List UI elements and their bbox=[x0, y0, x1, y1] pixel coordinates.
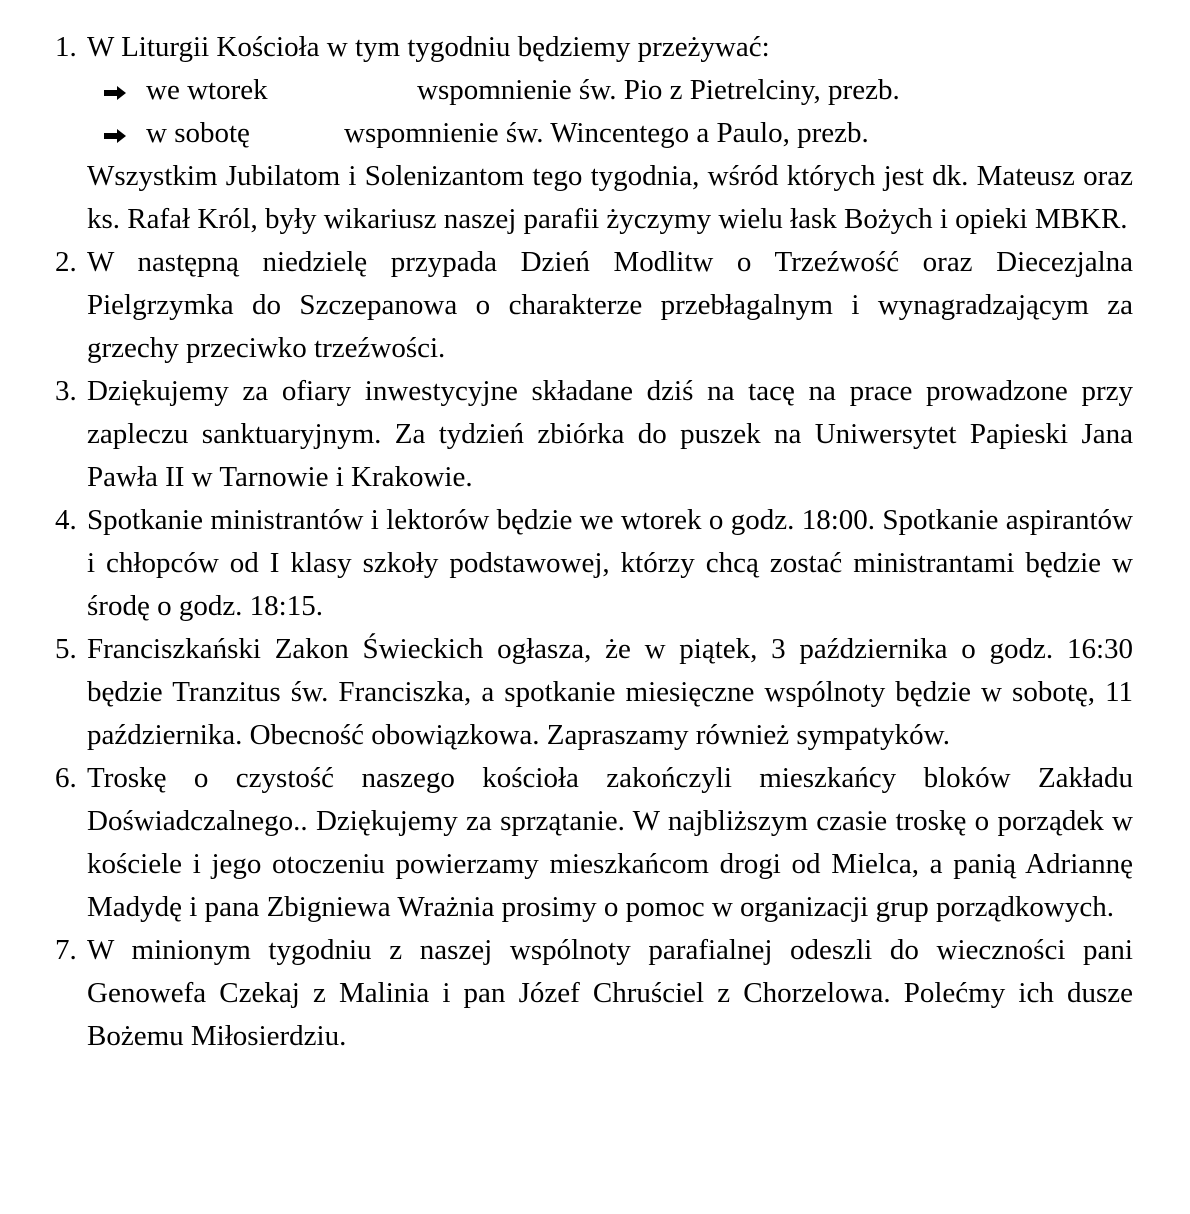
item-number: 7. bbox=[55, 934, 77, 966]
announcement-5 bbox=[55, 628, 1133, 757]
announcement-3-text: Dziękujemy za ofiary inwestycyjne składane dziś na tacę na prace prowadzone przy zapleczu sanktuaryjnym. Za tydzień zbiórka do puszek na Uniwersytet Papieski Jana Pawła II w Tarnowie i Krakowie. bbox=[87, 375, 1133, 493]
announcement-2 bbox=[55, 241, 1133, 370]
item-number: 2. bbox=[55, 246, 77, 278]
liturgy-memorial-text: wspomnienie św. Wincentego a Paulo, prezb. bbox=[344, 117, 869, 149]
announcement-1-lead: W Liturgii Kościoła w tym tygodniu będziemy przeżywać: bbox=[87, 31, 770, 63]
liturgy-entry-saturday bbox=[87, 112, 1133, 155]
item-number: 4. bbox=[55, 504, 77, 536]
arrow-right-icon bbox=[104, 112, 146, 155]
announcement-6 bbox=[55, 757, 1133, 929]
announcement-3 bbox=[55, 370, 1133, 499]
liturgy-day-label: w sobotę bbox=[146, 117, 250, 149]
item-number: 5. bbox=[55, 633, 77, 665]
item-number: 1. bbox=[55, 31, 77, 63]
item-number: 3. bbox=[55, 375, 77, 407]
announcement-4-text: Spotkanie ministrantów i lektorów będzie we wtorek o godz. 18:00. Spotkanie aspirantów i chłopców od I klasy szkoły podstawowej, którzy chcą zostać ministrantami będzie w środę o godz. 18:15. bbox=[87, 504, 1133, 622]
liturgy-entry-tuesday bbox=[87, 69, 1133, 112]
announcement-6-text: Troskę o czystość naszego kościoła zakończyli mieszkańcy bloków Zakładu Doświadczalnego.. Dziękujemy za sprzątanie. W najbliższym czasie troskę o porządek w kościele i jego otoczeniu powierzamy mieszkańcom drogi od Mielca, a panią Adriannę Madydę i pana Zbigniewa Wrażnia prosimy o pomoc w organizacji grup porządkowych. bbox=[87, 762, 1133, 923]
announcement-2-text: W następną niedzielę przypada Dzień Modlitw o Trzeźwość oraz Diecezjalna Pielgrzymka do Szczepanowa o charakterze przebłagalnym i wynagradzającym za grzechy przeciwko trzeźwości. bbox=[87, 246, 1133, 364]
announcement-7-text: W minionym tygodniu z naszej wspólnoty parafialnej odeszli do wieczności pani Genowefa Czekaj z Malinia i pan Józef Chruściel z Chorzelowa. Polećmy ich dusze Bożemu Miłosierdziu. bbox=[87, 934, 1133, 1052]
announcement-1-continuation: Wszystkim Jubilatom i Solenizantom tego tygodnia, wśród których jest dk. Mateusz oraz ks. Rafał Król, były wikariusz naszej parafii życzymy wielu łask Bożych i opieki MBKR. bbox=[87, 160, 1133, 235]
announcement-4 bbox=[55, 499, 1133, 628]
announcement-5-text: Franciszkański Zakon Świeckich ogłasza, że w piątek, 3 października o godz. 16:30 będzie Tranzitus św. Franciszka, a spotkanie miesięczne wspólnoty będzie w sobotę, 11 października. Obecność obowiązkowa. Zapraszamy również sympatyków. bbox=[87, 633, 1133, 751]
liturgy-memorial-text: wspomnienie św. Pio z Pietrelciny, prezb. bbox=[417, 74, 900, 106]
liturgy-day-label: we wtorek bbox=[146, 74, 268, 106]
arrow-right-icon bbox=[104, 69, 146, 112]
announcement-7 bbox=[55, 929, 1133, 1058]
item-number: 6. bbox=[55, 762, 77, 794]
announcement-1 bbox=[55, 26, 1133, 241]
